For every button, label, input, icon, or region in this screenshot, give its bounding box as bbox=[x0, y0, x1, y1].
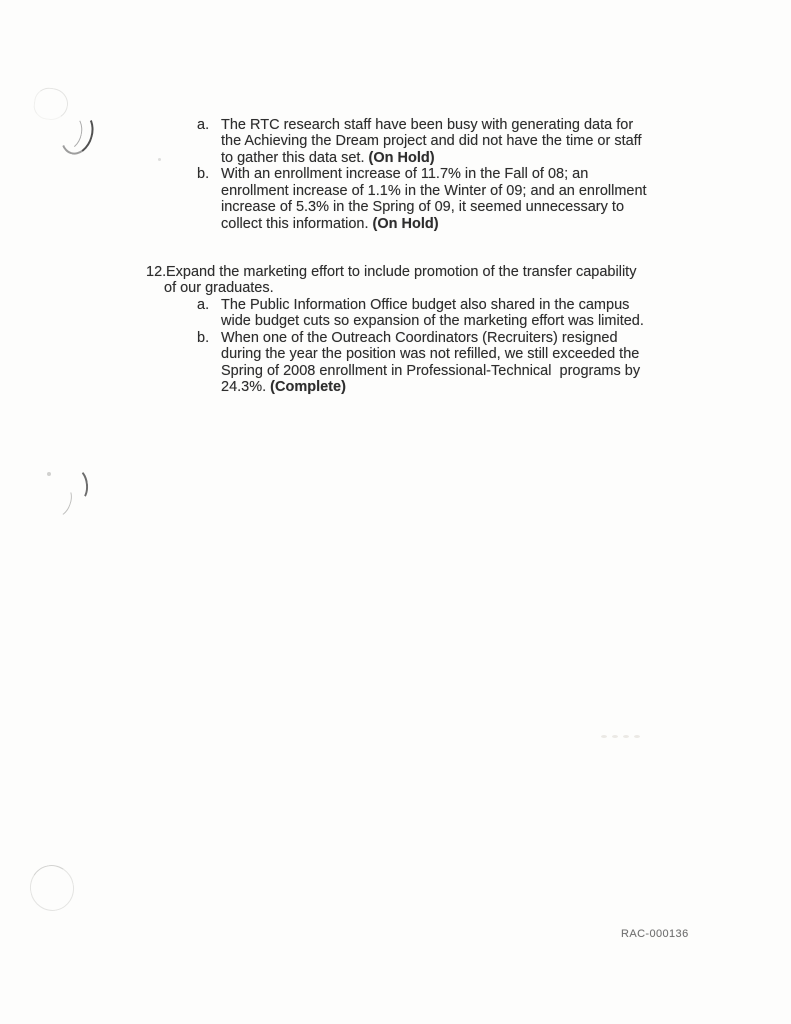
status-label-on-hold: (On Hold) bbox=[368, 149, 435, 166]
text-line: Spring of 2008 enrollment in Professional-Technical programs by bbox=[221, 362, 641, 379]
text-line: during the year the position was not refilled, we still exceeded the bbox=[221, 346, 640, 363]
item-marker: a. bbox=[197, 117, 210, 133]
item-marker: a. bbox=[197, 296, 210, 313]
text-line: the Achieving the Dream project and did not have the time or staff bbox=[221, 133, 642, 150]
list-item-a bbox=[197, 117, 647, 166]
item-number: 12. bbox=[146, 264, 167, 280]
item-marker: b. bbox=[197, 329, 210, 346]
text-line: to gather this data set. (On Hold) bbox=[221, 149, 435, 166]
numbered-item-12 bbox=[146, 264, 644, 297]
text-line: increase of 5.3% in the Spring of 09, it seemed unnecessary to bbox=[221, 199, 625, 216]
text-line: The Public Information Office budget also shared in the campus bbox=[221, 296, 630, 313]
item-text bbox=[221, 297, 644, 330]
item-marker: b. bbox=[197, 166, 210, 183]
status-label-on-hold: (On Hold) bbox=[372, 215, 439, 232]
text-line: The RTC research staff have been busy with generating data for bbox=[221, 117, 634, 133]
text-line: wide budget cuts so expansion of the marketing effort was limited. bbox=[221, 313, 644, 330]
status-label-complete: (Complete) bbox=[270, 379, 346, 396]
scan-artifact-mid-curve-light-icon bbox=[47, 484, 75, 520]
text-line: collect this information. (On Hold) bbox=[221, 215, 439, 232]
sublist-of-item-12 bbox=[197, 297, 644, 396]
text-line: of our graduates. bbox=[164, 280, 274, 297]
scan-artifact-hole-punch-bottom-icon bbox=[26, 861, 79, 915]
text-line: With an enrollment increase of 11.7% in the Fall of 08; an bbox=[221, 166, 589, 183]
item-text bbox=[221, 117, 647, 166]
text-line: Expand the marketing effort to include promotion of the transfer capability bbox=[166, 264, 637, 280]
scan-artifact-crescent-light-icon bbox=[53, 112, 86, 153]
text-line: 24.3%. (Complete) bbox=[221, 379, 346, 396]
text-line: enrollment increase of 1.1% in the Winter of 09; and an enrollment bbox=[221, 182, 647, 199]
list-item-b bbox=[197, 330, 644, 396]
item-text bbox=[221, 166, 647, 232]
text-line: When one of the Outreach Coordinators (Recruiters) resigned bbox=[221, 329, 618, 346]
bates-number: RAC-000136 bbox=[621, 928, 689, 940]
scan-artifact-hole-punch-top-icon bbox=[32, 86, 70, 122]
scan-artifact-mid-curve-dark-icon bbox=[67, 468, 89, 502]
list-item-a bbox=[197, 297, 644, 330]
scan-artifact-speck bbox=[158, 158, 161, 161]
scan-artifact-mid-speck bbox=[47, 472, 51, 476]
item-text bbox=[166, 264, 644, 297]
sublist-section bbox=[197, 117, 647, 232]
item-text bbox=[221, 330, 644, 396]
scan-artifact-crescent-dark-icon bbox=[56, 107, 99, 158]
list-item-b bbox=[197, 166, 647, 232]
scan-artifact-dot-row bbox=[601, 735, 640, 738]
numbered-section-12 bbox=[146, 264, 644, 396]
